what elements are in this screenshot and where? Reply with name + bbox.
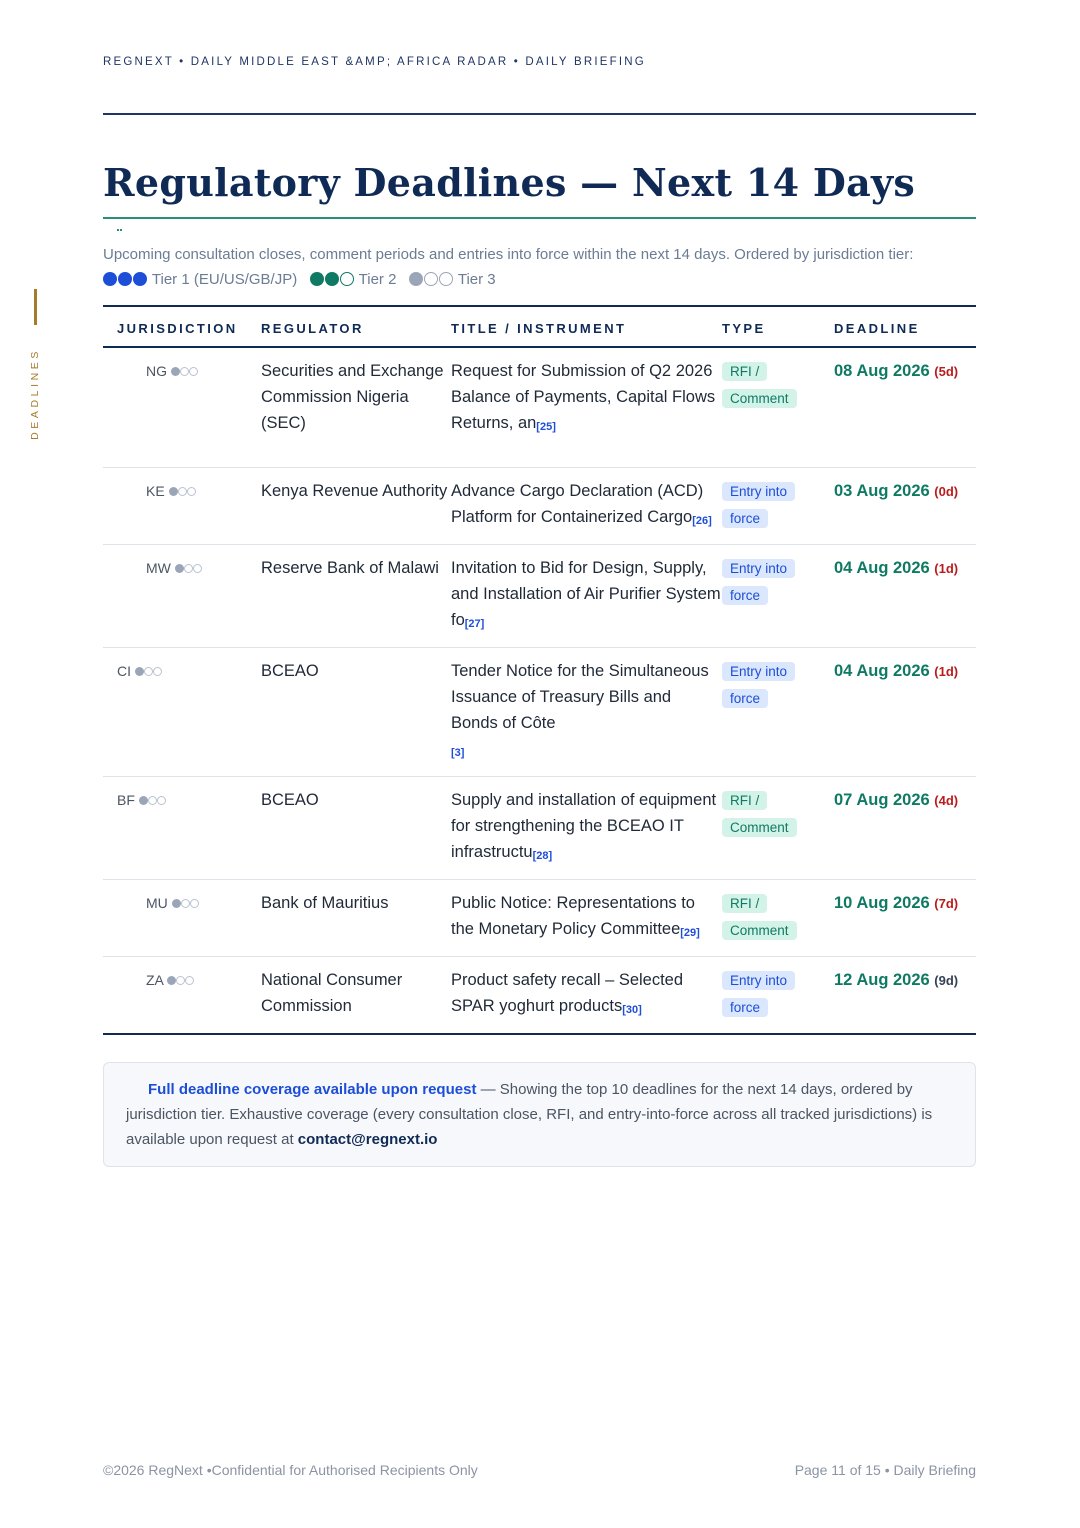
table-row [103,776,976,879]
citation-link[interactable]: [26] [692,514,712,527]
days-remaining: (1d) [934,560,959,576]
citation-link[interactable]: [27] [464,617,485,630]
table-row [103,467,976,544]
regulator-name: Securities and Exchange Commission Nigeria (SEC) [261,347,451,467]
instrument-title: Advance Cargo Declaration (ACD) Platform for Containerized Cargo[26] [451,467,722,544]
tier3-dots-icon [135,663,162,679]
days-remaining: (9d) [934,972,959,988]
header-rule [103,113,976,115]
tier2-label: Tier 2 [358,271,397,288]
days-remaining: (1d) [934,663,959,679]
instrument-title: Request for Submission of Q2 2026 Balance of Payments, Capital Flows Returns, an[25] [451,347,722,467]
col-header-jurisdiction: JURISDICTION [103,306,261,347]
tier3-dots-icon [169,483,196,499]
jurisdiction-code: CI [117,662,131,679]
footer-copyright: ©2026 RegNext •Confidential for Authorised Recipients Only [103,1462,478,1478]
type-badge: RFI / Comment [722,362,797,408]
table-row [103,347,976,467]
instrument-title: Invitation to Bid for Design, Supply, and Installation of Air Purifier System fo[27] [451,544,722,647]
jurisdiction-code: KE [146,482,165,499]
tier3-label: Tier 3 [457,271,496,288]
jurisdiction-code: MU [146,894,168,911]
tier2-dots-icon [310,271,355,288]
citation-link[interactable]: [28] [532,849,553,862]
intro-text: Upcoming consultation closes, comment periods and entries into force within the next 14 days. Ordered by jurisdiction tier: [103,246,914,263]
regulator-name: BCEAO [261,647,451,776]
deadline-date: 03 Aug 2026 [834,481,930,500]
title-rule [103,217,976,219]
col-header-type: TYPE [722,306,834,347]
deadline-date: 08 Aug 2026 [834,362,930,380]
table-row [103,544,976,647]
type-badge: Entry into force [722,482,795,528]
side-section-label: DEADLINES [29,348,41,440]
type-badge: RFI / Comment [722,791,797,837]
type-badge: Entry into force [722,662,795,708]
deadlines-table [103,305,976,1035]
side-accent-bar [34,289,37,325]
col-header-regulator: REGULATOR [261,306,451,347]
col-header-deadline: DEADLINE [834,306,976,347]
citation-link[interactable]: [25] [536,421,556,433]
citation-link[interactable]: [3] [451,746,465,759]
deadline-date: 04 Aug 2026 [834,558,930,577]
days-remaining: (0d) [934,483,959,499]
jurisdiction-code: BF [117,791,135,808]
table-row [103,956,976,1034]
deadline-date: 07 Aug 2026 [834,790,930,809]
footer-page-number: Page 11 of 15 • Daily Briefing [794,1462,976,1478]
citation-link[interactable]: [30] [622,1003,642,1016]
coverage-note-body: — Showing the top 10 deadlines for the next 14 days, ordered by jurisdiction tier. Exhaustive coverage (every consultation close, RFI, and entry-into-force across all tracked jurisdictions) is available upon request at [126,1081,933,1148]
instrument-title: Supply and installation of equipment for strengthening the BCEAO IT infrastructu[28] [451,776,722,879]
type-badge: Entry into force [722,971,795,1017]
table-row [103,879,976,956]
regulator-name: National Consumer Commission [261,956,451,1034]
intro-paragraph [103,242,976,292]
tier3-dots-icon [139,792,166,808]
tier3-dots-icon [409,271,454,288]
coverage-note [103,1062,976,1167]
table-header-row [103,306,976,347]
deadline-date: 10 Aug 2026 [834,893,930,912]
instrument-title: Product safety recall – Selected SPAR yoghurt products[30] [451,956,722,1034]
tier3-dots-icon [171,363,198,379]
col-header-title: TITLE / INSTRUMENT [451,306,722,347]
instrument-title: Public Notice: Representations to the Monetary Policy Committee[29] [451,879,722,956]
days-remaining: (4d) [934,792,959,808]
tier1-label: Tier 1 (EU/US/GB/JP) [151,271,298,288]
days-remaining: (7d) [934,895,959,911]
table-row [103,647,976,776]
deadline-date: 12 Aug 2026 [834,970,930,989]
running-head: REGNEXT • DAILY MIDDLE EAST &AMP; AFRICA RADAR • DAILY BRIEFING [103,56,646,68]
regulator-name: Reserve Bank of Malawi [261,544,451,647]
regulator-name: Kenya Revenue Authority [261,467,451,544]
tier3-dots-icon [175,560,202,576]
page-title: Regulatory Deadlines — Next 14 Days [103,160,916,205]
tier1-dots-icon [103,271,148,288]
deadline-date: 04 Aug 2026 [834,661,930,680]
contact-email-link[interactable]: contact@regnext.io [297,1131,438,1148]
regulator-name: BCEAO [261,776,451,879]
citation-link[interactable]: [29] [680,926,700,939]
jurisdiction-code: NG [146,363,167,379]
regulator-name: Bank of Mauritius [261,879,451,956]
type-badge: Entry into force [722,559,795,605]
jurisdiction-code: MW [146,559,171,576]
instrument-title: Tender Notice for the Simultaneous Issuance of Treasury Bills and Bonds of Côte [3] [451,647,722,776]
jurisdiction-code: ZA [146,971,164,988]
tier3-dots-icon [167,972,194,988]
tier3-dots-icon [172,895,199,911]
type-badge: RFI / Comment [722,894,797,940]
decorative-mark [120,229,122,231]
coverage-note-lead: Full deadline coverage available upon request [148,1081,477,1098]
decorative-mark [117,229,119,231]
days-remaining: (5d) [934,364,959,379]
